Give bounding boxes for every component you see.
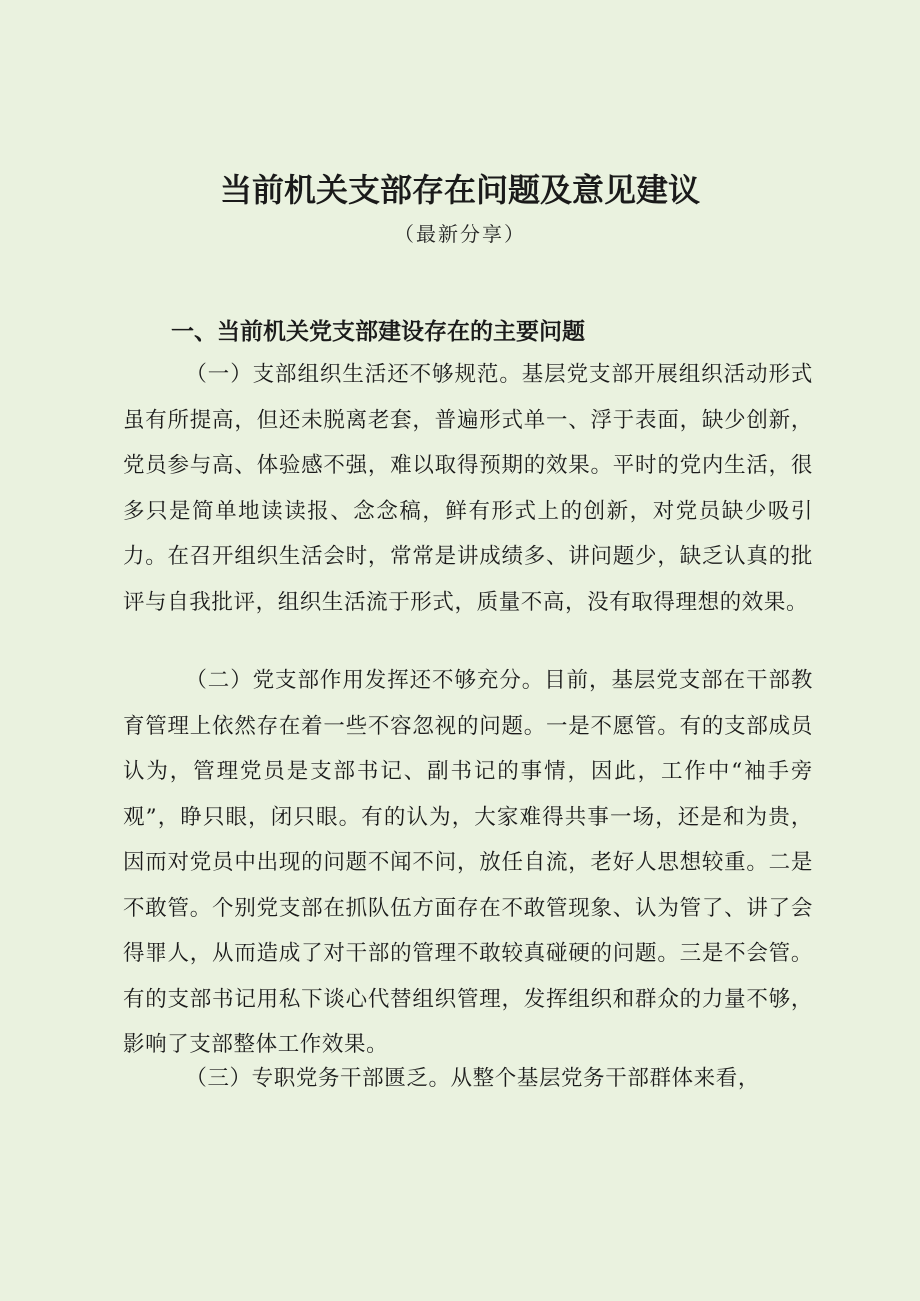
paragraph-3: （三）专职党务干部匮乏。从整个基层党务干部群体来看，: [185, 1066, 760, 1091]
paragraph-2: （二）党支部作用发挥还不够充分。目前，基层党支部在干部教育管理上依然存在着一些不容忽视的问题。一是不愿管。有的支部成员认为，管理党员是支部书记、副书记的事情，因此，工作中“袖手旁观”，睁只眼，闭只眼。有的认为，大家难得共事一场，还是和为贵，因而对党员中出现的问题不闻不问，放任自流，老好人思想较重。二是不敢管。个别党支部在抓队伍方面存在不敢管现象、认为管了、讲了会得罪人，从而造成了对干部的管理不敢较真碰硬的问题。三是不会管。有的支部书记用私下谈心代替组织管理，发挥组织和群众的力量不够，影响了支部整体工作效果。: [123, 668, 813, 1057]
document-subtitle: （最新分享）: [394, 222, 526, 246]
paragraph-1: （一）支部组织生活还不够规范。基层党支部开展组织活动形式虽有所提高，但还未脱离老套，普遍形式单一、浮于表面，缺少创新，党员参与高、体验感不强，难以取得预期的效果。平时的党内生活，很多只是简单地读读报、念念稿，鲜有形式上的创新，对党员缺少吸引力。在召开组织生活会时，常常是讲成绩多、讲问题少，缺乏认真的批评与自我批评，组织生活流于形式，质量不高，没有取得理想的效果。: [123, 362, 813, 615]
document-title: 当前机关支部存在问题及意见建议: [219, 171, 700, 209]
section-heading: 一、当前机关党支部建设存在的主要问题: [171, 319, 585, 345]
